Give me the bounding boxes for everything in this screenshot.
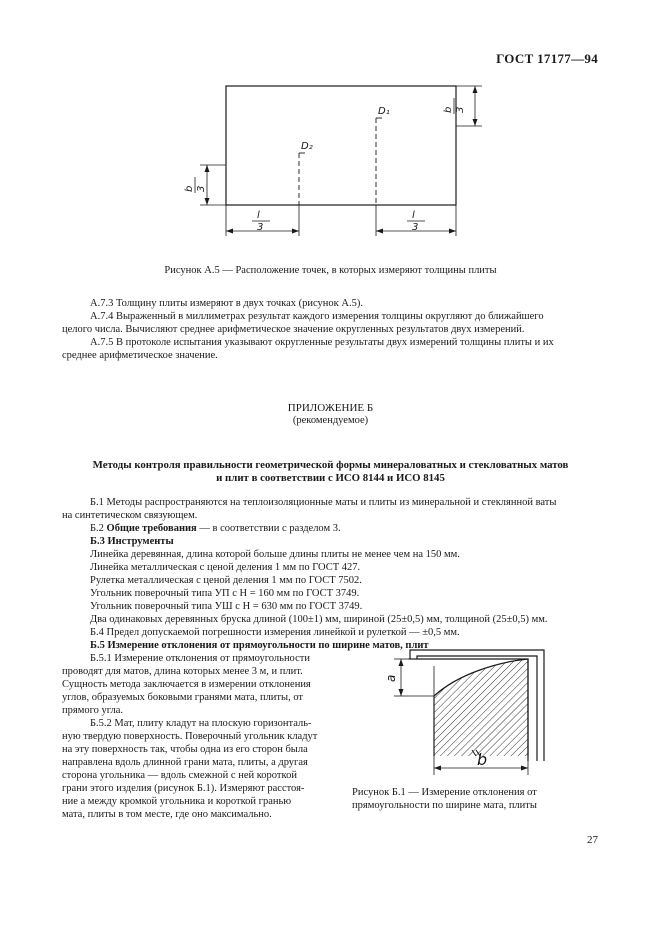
tool-4: Угольник поверочный типа УП с H = 160 мм по ГОСТ 3749.	[90, 588, 360, 599]
label-3-right: 3	[412, 222, 419, 233]
paragraph-b52-line5: сторона угольника — вдоль смежной с ней короткой	[62, 770, 297, 781]
paragraph-b51-line4: углов, образуемых боковыми гранями мата, плиты, от	[62, 692, 304, 703]
paragraph-b52-line6: грани этого изделия (рисунок Б.1). Измеряют расстоя-	[62, 783, 305, 794]
paragraph-b52-line8: мата, плиты в том месте, где оно максимально.	[62, 809, 272, 820]
label-b: b	[477, 750, 488, 769]
b2-number: Б.2	[90, 523, 104, 534]
paragraph-b1-line1: Б.1 Методы распространяются на теплоизоляционные маты и плиты из минеральной и стеклянной ваты	[90, 497, 557, 508]
figure-a5-caption: Рисунок А.5 — Расположение точек, в которых измеряют толщины плиты	[164, 265, 497, 276]
label-a: a	[384, 674, 398, 682]
paragraph-b52-line4: направлена вдоль длинной грани мата, плиты, а другая	[62, 757, 308, 768]
label-b-left: b	[184, 185, 195, 192]
label-l-right: l	[412, 210, 415, 221]
paragraph-a74-line2: целого числа. Вычисляют среднее арифметическое значение округленных результатов двух измерений.	[62, 324, 525, 335]
tool-5: Угольник поверочный типа УШ с H = 630 мм по ГОСТ 3749.	[90, 601, 363, 612]
paragraph-b51-line2: проводят для матов, длина которых менее 3 м, и плит.	[62, 666, 303, 677]
paragraph-b4: Б.4 Предел допускаемой погрешности измерения линейкой и рулеткой — ±0,5 мм.	[90, 627, 460, 638]
figure-b1-caption-line1: Рисунок Б.1 — Измерение отклонения от	[352, 787, 537, 798]
heading-b5: Б.5 Измерение отклонения от прямоугольности по ширине матов, плит	[90, 640, 429, 651]
appendix-heading-line1: Методы контроля правильности геометрической формы минераловатных и стекловатных матов	[92, 459, 569, 471]
label-d2: D₂	[301, 141, 313, 152]
paragraph-b52-line2: ную твердую поверхность. Поверочный угольник кладут	[62, 731, 318, 742]
paragraph-b52-line7: ние a между кромкой угольника и короткой гранью	[62, 796, 292, 807]
tool-1: Линейка деревянная, длина которой больше длины плиты не менее чем на 150 мм.	[90, 549, 460, 560]
paragraph-b2	[90, 522, 599, 535]
paragraph-a74-line1: А.7.4 Выраженный в миллиметрах результат каждого измерения толщины округляют до ближайшего	[90, 311, 544, 322]
paragraph-b52-line1: Б.5.2 Мат, плиту кладут на плоскую горизонталь-	[90, 718, 312, 729]
figure-b1-diagram	[368, 644, 573, 776]
plate-outline	[226, 86, 456, 205]
tool-2: Линейка металлическая с ценой деления 1 мм по ГОСТ 427.	[90, 562, 361, 573]
label-d1: D₁	[378, 106, 390, 117]
label-b-right: b	[443, 106, 454, 113]
page-number: 27	[587, 834, 598, 846]
label-3-left-b: 3	[196, 185, 207, 192]
label-l-left: l	[257, 210, 260, 221]
appendix-subtitle: (рекомендуемое)	[292, 415, 369, 426]
figure-b1-caption-line2: прямоугольности по ширине мата, плиты	[352, 800, 537, 811]
label-3-left: 3	[257, 222, 264, 233]
paragraph-b51-line1: Б.5.1 Измерение отклонения от прямоугольности	[90, 653, 310, 664]
paragraph-b51-line3: Сущность метода заключается в измерении отклонения	[62, 679, 311, 690]
label-3-right-b: 3	[455, 106, 466, 113]
paragraph-a75-line2: среднее арифметическое значение.	[62, 350, 218, 361]
paragraph-b51-line5: прямого угла.	[62, 705, 124, 716]
paragraph-a75-line1: А.7.5 В протоколе испытания указывают округленные результаты двух измерений толщины плиты и их	[90, 337, 554, 348]
tool-6: Два одинаковых деревянных бруска длиной (100±1) мм, шириной (25±0,5) мм, толщиной (25±0,5) мм.	[90, 614, 548, 625]
b2-rest: — в соответствии с разделом 3.	[196, 523, 341, 534]
figure-a5-diagram	[170, 78, 500, 240]
paragraph-b52-line3: на эту поверхность так, чтобы одна из его сторон была	[62, 744, 308, 755]
paragraph-a73: А.7.3 Толщину плиты измеряют в двух точках (рисунок А.5).	[90, 298, 363, 309]
tool-3: Рулетка металлическая с ценой деления 1 мм по ГОСТ 7502.	[90, 575, 362, 586]
standard-number: ГОСТ 17177—94	[496, 51, 598, 66]
appendix-heading-line2: и плит в соответствии с ИСО 8144 и ИСО 8145	[216, 472, 445, 484]
paragraph-b1-line2: на синтетическом связующем.	[62, 510, 198, 521]
heading-b3: Б.3 Инструменты	[90, 536, 174, 547]
appendix-title: ПРИЛОЖЕНИЕ Б	[287, 402, 374, 414]
b2-bold-term: Общие требования	[106, 523, 197, 534]
